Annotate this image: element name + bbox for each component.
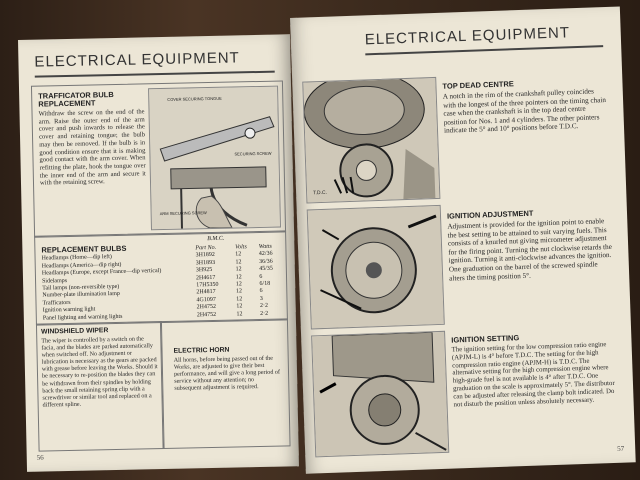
wiper-title: WINDSHIELD WIPER: [41, 327, 109, 336]
trafficator-section: [31, 80, 286, 237]
tdc-illustration: [302, 77, 440, 204]
replacement-bulbs-section: [34, 230, 288, 325]
col-part-no: Part No.: [195, 244, 217, 252]
col-volts: Volts: [235, 244, 247, 251]
col-watts: Watts: [258, 243, 272, 251]
ignition-adjustment-illustration: [307, 205, 445, 330]
bulbs-table: [39, 243, 284, 322]
label-cover-tongue: COVER SECURING TONGUE: [167, 95, 222, 102]
trafficator-title: TRAFFICATOR BULB REPLACEMENT: [38, 90, 114, 109]
table-row: Headlamps (Europe, except France—dip vertical) 3H925 12 45/35: [41, 265, 273, 277]
trafficator-drawing: [149, 87, 280, 230]
windshield-wiper-section: [36, 321, 165, 452]
crankshaft-pulley-drawing: [303, 78, 439, 203]
wiper-text: The wiper is controlled by a switch on the facia, and the blades are parked automatically when switched off. No adjustment or lubrication is necessary as the gears are packed with grease before leaving the Works. Should it be necessary to re-position the blades they can be withdrawn from their spindles by holding back the small retaining spring clip with a screwdriver or similar tool and replaced on a different spline.: [41, 336, 158, 409]
tdc-title: TOP DEAD CENTRE: [442, 79, 514, 91]
horn-title: ELECTRIC HORN: [173, 346, 230, 355]
right-page: [290, 6, 636, 473]
table-row: Tail lamps (non-reversible type) 17H5350 12 6/18: [42, 280, 271, 292]
trafficator-illustration: [148, 86, 281, 231]
label-securing-screw: SECURING SCREW: [234, 150, 272, 157]
right-page-header: ELECTRICAL EQUIPMENT: [364, 24, 571, 49]
left-page-header: ELECTRICAL EQUIPMENT: [34, 49, 240, 71]
horn-text: All horns, before being passed out of the Works, are adjusted to give their best performance, and will give a long period of service without any attention; no subsequent adjustment is required.: [173, 355, 281, 393]
left-page: [18, 34, 299, 472]
ignition-adjustment-title: IGNITION ADJUSTMENT: [446, 208, 534, 221]
tdc-label: T.D.C.: [313, 189, 328, 197]
trafficator-text: Withdraw the screw on the end of the arm. Raise the outer end of the arm cover and push inwards to release the cover and retaining tongue; the bulb may then be removed. If the bulb is in good condition ensure that it is making good contact with the arm cover. When refitting the plate, hook the tongue over the inner end of the arm and secure it with the retaining screw.: [38, 108, 146, 187]
table-row: Sidelamps 2H4617 12 6: [41, 273, 263, 285]
page-number-left: 56: [36, 453, 44, 462]
bulbs-title: REPLACEMENT BULBS: [41, 243, 127, 255]
tdc-text: A notch in the rim of the crankshaft pulley coincides with the longest of the three pointers on the timing chain case when the crankshaft is in the top dead centre position for Nos. 1 and 4 cylinders. The other pointers indicate the 5° and 10° positions before T.D.C.: [442, 87, 607, 136]
table-row: Number-plate illumination lamp 2H4817 12 6: [42, 288, 263, 299]
table-row: Panel lighting and warning lights 2H4752 12 2·2: [42, 310, 269, 322]
ignition-setting-text: The ignition setting for the low compression ratio engine (APJM-L) is 4° before T.D.C. The setting for the high compression ratio engine (APJM-H) is T.D.C. The alternative setting for the high compression engine where high-grade fuel is not available is 4° after T.D.C. One graduation on the scale is approximately 5°. The distributor can be adjusted after releasing the clamp bolt indicated. Do not disturb the position unless absolutely necessary.: [451, 341, 615, 409]
table-row: Headlamps (Home—dip left) 3H1892 12 42/36: [41, 251, 273, 262]
bmc-heading: B.M.C.: [207, 235, 225, 243]
ignition-adjustment-text: Adjustment is provided for the ignition point to enable the best setting to be attained to suit varying fuels. This consists of a knurled nut giving micrometer adjustment for the firing point. Turning the nut clockwise retards the ignition. Turning it anti-clockwise advances the ignition. One graduation on the barrel of the screwed spindle alters the timing position 5°.: [447, 217, 613, 283]
page-number-right: 57: [617, 444, 625, 453]
ignition-setting-illustration: [311, 331, 449, 458]
label-arm-screw: ARM SECURING SCREW: [159, 210, 207, 217]
ignition-setting-title: IGNITION SETTING: [451, 333, 520, 345]
electric-horn-section: [160, 318, 291, 449]
table-row: Headlamps (America—dip right) 3H1893 12 36/36: [41, 258, 273, 270]
header-rule: [35, 71, 275, 78]
table-row: Trafficators 4G1097 12 3: [42, 295, 263, 307]
distributor-drawing: [308, 206, 444, 329]
timing-scale-drawing: [312, 332, 448, 457]
table-row: Ignition warning light 2H4752 12 2·2: [42, 303, 269, 314]
